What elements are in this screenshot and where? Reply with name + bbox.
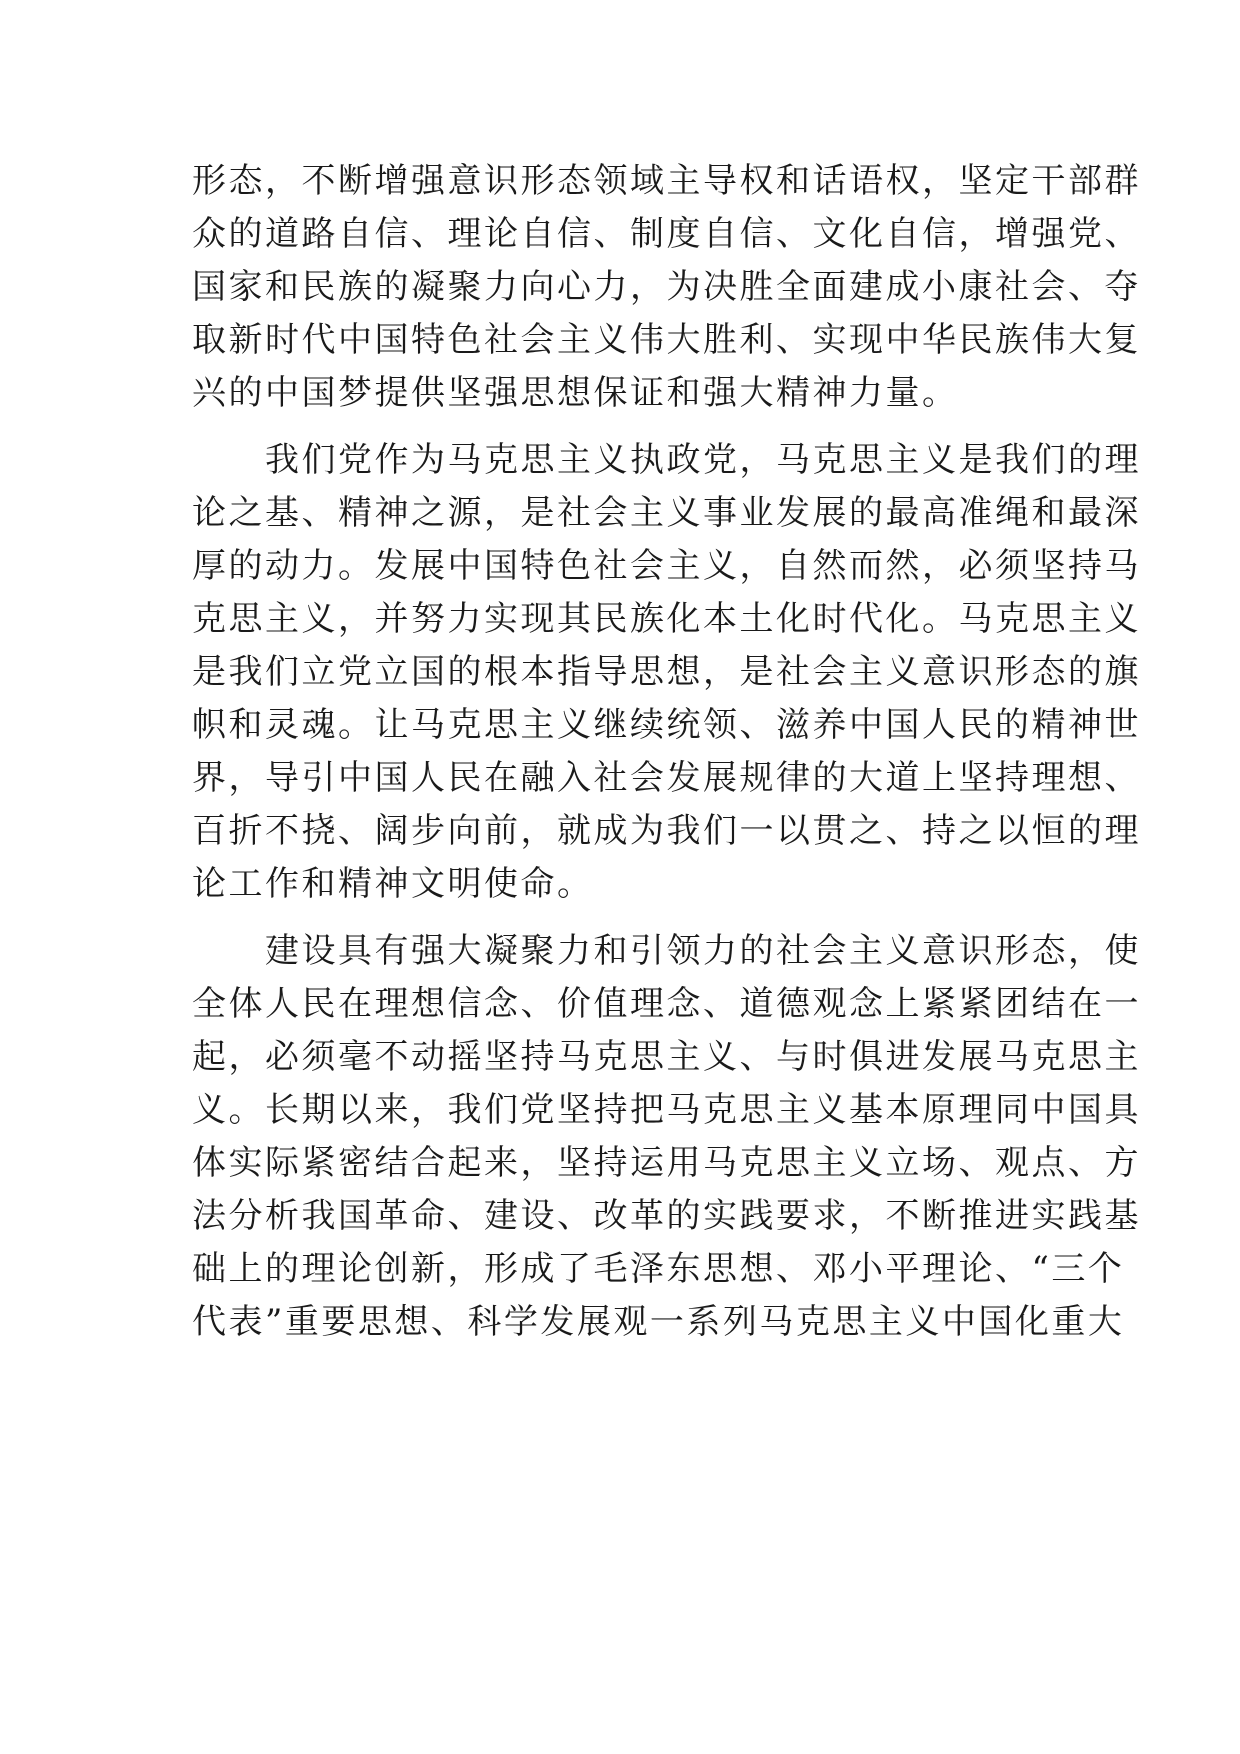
text-line: 帜和灵魂。让马克思主义继续统领、滋养中国人民的精神世 — [192, 705, 1141, 745]
text-line: 代表”重要思想、科学发展观一系列马克思主义中国化重大 — [192, 1302, 1125, 1342]
text-line: 兴的中国梦提供坚强思想保证和强大精神力量。 — [192, 373, 959, 413]
paragraph-3 — [192, 925, 1141, 1349]
text-line: 厚的动力。发展中国特色社会主义，自然而然，必须坚持马 — [192, 546, 1141, 586]
text-line: 法分析我国革命、建设、改革的实践要求，不断推进实践基 — [192, 1196, 1141, 1236]
text-line: 形态，不断增强意识形态领域主导权和话语权，坚定干部群 — [192, 161, 1141, 201]
text-line: 起，必须毫不动摇坚持马克思主义、与时俱进发展马克思主 — [192, 1037, 1141, 1077]
text-line: 建设具有强大凝聚力和引领力的社会主义意识形态，使 — [192, 931, 1141, 971]
paragraph-spacer — [192, 420, 1052, 434]
text-line: 界，导引中国人民在融入社会发展规律的大道上坚持理想、 — [192, 758, 1141, 798]
text-line: 众的道路自信、理论自信、制度自信、文化自信，增强党、 — [192, 214, 1141, 254]
text-line: 国家和民族的凝聚力向心力，为决胜全面建成小康社会、夺 — [192, 267, 1141, 307]
paragraph-spacer — [192, 911, 1052, 925]
text-line: 取新时代中国特色社会主义伟大胜利、实现中华民族伟大复 — [192, 320, 1141, 360]
text-line: 义。长期以来，我们党坚持把马克思主义基本原理同中国具 — [192, 1090, 1141, 1130]
paragraph-2 — [192, 434, 1141, 911]
text-line: 克思主义，并努力实现其民族化本土化时代化。马克思主义 — [192, 599, 1141, 639]
text-line: 论工作和精神文明使命。 — [192, 864, 594, 904]
text-line: 体实际紧密结合起来，坚持运用马克思主义立场、观点、方 — [192, 1143, 1141, 1183]
text-line: 是我们立党立国的根本指导思想，是社会主义意识形态的旗 — [192, 652, 1141, 692]
text-line: 我们党作为马克思主义执政党，马克思主义是我们的理 — [192, 440, 1141, 480]
text-line: 础上的理论创新，形成了毛泽东思想、邓小平理论、“三个 — [192, 1249, 1125, 1289]
document-body — [192, 155, 1141, 1349]
paragraph-1 — [192, 155, 1141, 420]
text-line: 论之基、精神之源，是社会主义事业发展的最高准绳和最深 — [192, 493, 1141, 533]
text-line: 全体人民在理想信念、价值理念、道德观念上紧紧团结在一 — [192, 984, 1141, 1024]
text-line: 百折不挠、阔步向前，就成为我们一以贯之、持之以恒的理 — [192, 811, 1141, 851]
